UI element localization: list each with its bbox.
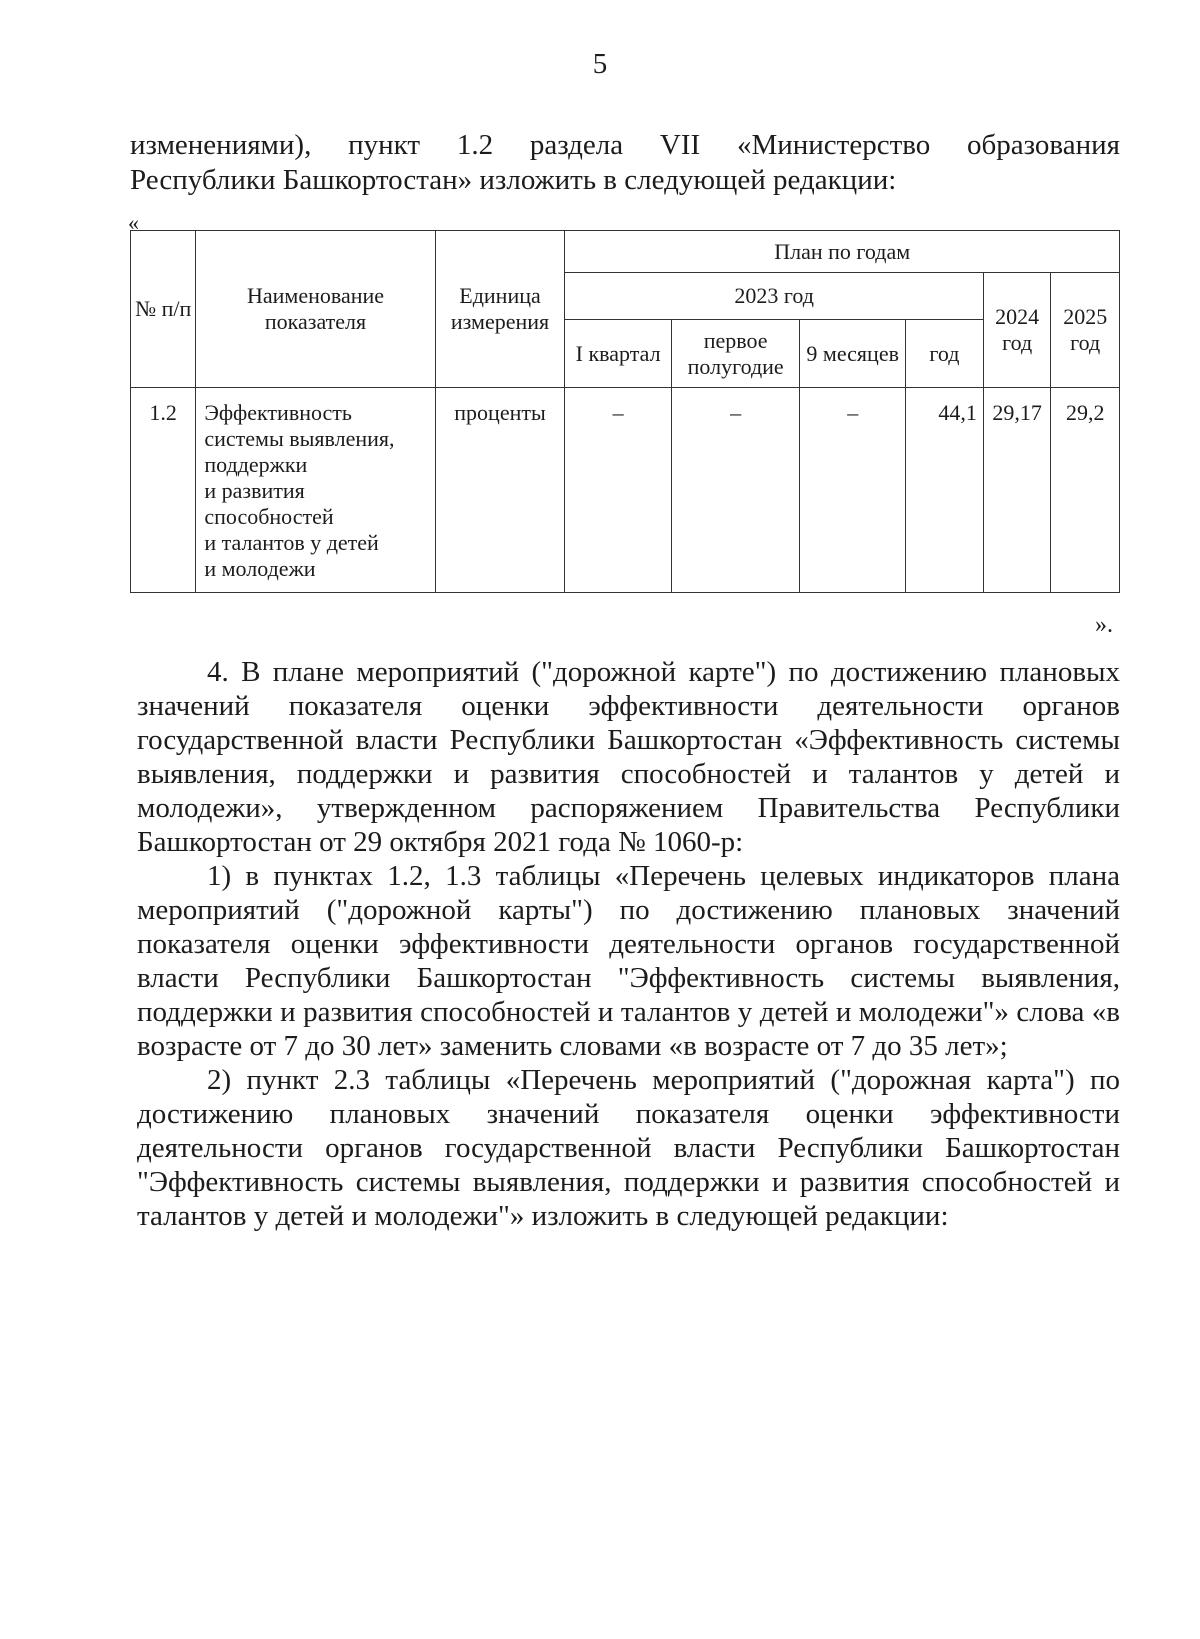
paragraph-item-1: 1) в пунктах 1.2, 1.3 таблицы «Перечень целевых индикаторов плана мероприятий ("дорожной карты") по достижению плановых значений показателя оценки эффективности деятельности органов государственной власти Республики Башкортостан "Эффективность системы выявления, поддержки и развития способностей и талантов у детей и молодежи"» слова «в возрасте от 7 до 30 лет» заменить словами «в возрасте от 7 до 35 лет»; xyxy=(137,860,1120,1062)
row-name-line: поддержки xyxy=(204,452,308,477)
paragraph-4: 4. В плане мероприятий ("дорожной карте") по достижению плановых значений показателя оценки эффективности деятельности органов государственной власти Республики Башкортостан «Эффективность системы выявления, поддержки и развития способностей и талантов у детей и молодежи», утвержденном распоряжением Правительства Республики Башкортостан от 29 октября 2021 года № 1060-р: xyxy=(137,656,1120,858)
row-nine-months: – xyxy=(800,388,905,593)
open-quote: « xyxy=(128,210,139,235)
header-q1: I квартал xyxy=(565,320,671,388)
intro-line-1: изменениями), пункт 1.2 раздела VII «Министерство образования xyxy=(130,129,1120,161)
row-year: 44,1 xyxy=(905,388,983,593)
header-nine-months: 9 месяцев xyxy=(800,320,905,388)
header-unit: Единица измерения xyxy=(435,231,565,388)
indicator-table xyxy=(130,230,1120,593)
header-2025: 2025 год xyxy=(1051,273,1120,388)
body-text xyxy=(137,655,1120,1233)
paragraph-item-2: 2) пункт 2.3 таблицы «Перечень мероприятий ("дорожная карта") по достижению плановых значений показателя оценки эффективности деятельности органов государственной власти Республики Башкортостан "Эффективность системы выявления, поддержки и развития способностей и талантов у детей и молодежи"» изложить в следующей редакции: xyxy=(137,1064,1120,1232)
row-unit: проценты xyxy=(435,388,565,593)
row-2025: 29,2 xyxy=(1051,388,1120,593)
row-name-line: и талантов у детей xyxy=(204,530,379,555)
row-name-line: системы выявления, xyxy=(204,426,395,451)
row-q1: – xyxy=(565,388,671,593)
header-year-2023: 2023 год xyxy=(565,273,984,320)
intro-line-2: Республики Башкортостан» изложить в следующей редакции: xyxy=(130,164,897,196)
row-name-line: и молодежи xyxy=(204,556,316,581)
page-number: 5 xyxy=(592,48,608,80)
header-half-year: первое полугодие xyxy=(671,320,800,388)
row-name-line: и развития xyxy=(204,478,305,503)
row-num: 1.2 xyxy=(131,388,196,593)
header-2024: 2024 год xyxy=(983,273,1050,388)
row-name-line: способностей xyxy=(204,504,334,529)
intro-paragraph xyxy=(130,128,1120,198)
row-name xyxy=(196,388,435,593)
close-quote: ». xyxy=(1095,612,1113,638)
row-half-year: – xyxy=(671,388,800,593)
row-2024: 29,17 xyxy=(983,388,1050,593)
header-plan-by-years: План по годам xyxy=(565,231,1120,273)
row-name-line: Эффективность xyxy=(204,400,352,425)
header-num: № п/п xyxy=(131,231,196,388)
header-year: год xyxy=(905,320,983,388)
header-name: Наименование показателя xyxy=(196,231,435,388)
table-row xyxy=(131,388,1120,593)
